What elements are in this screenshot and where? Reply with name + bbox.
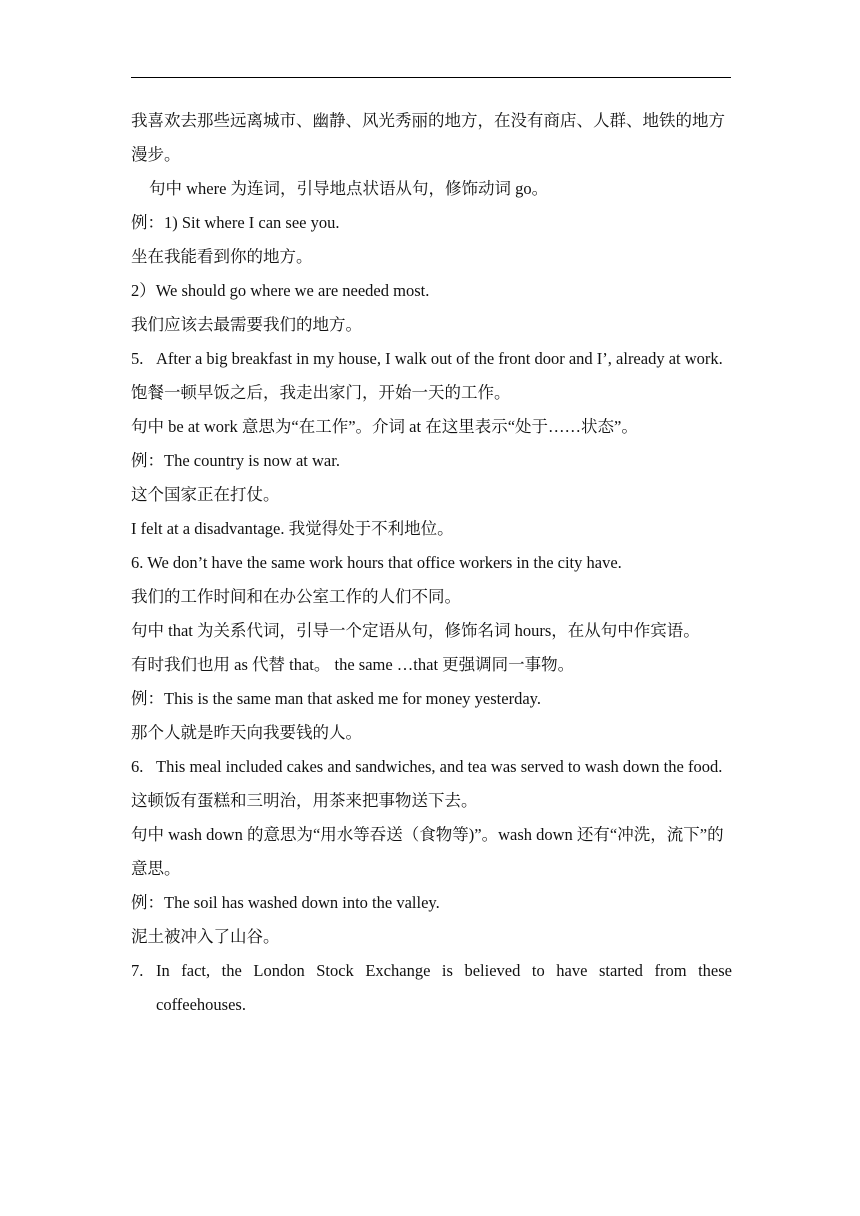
numbered-item-6b bbox=[131, 750, 732, 784]
example-translation: 那个人就是昨天向我要钱的人。 bbox=[131, 723, 362, 742]
numbered-item-7 bbox=[131, 954, 732, 1022]
item-sentence: After a big breakfast in my house, I walk out of the front door and I’, already at work. bbox=[156, 349, 723, 368]
paragraph-translation: 我喜欢去那些远离城市、幽静、风光秀丽的地方，在没有商店、人群、地铁的地方漫步。 bbox=[131, 111, 725, 164]
item-sentence: This meal included cakes and sandwiches, and tea was served to wash down the food. bbox=[156, 757, 723, 776]
example-sentence: 2）We should go where we are needed most. bbox=[131, 281, 430, 300]
numbered-item-6a: 6. We don’t have the same work hours that office workers in the city have. bbox=[131, 553, 622, 572]
paragraph-grammar-note: 句中 that 为关系代词，引导一个定语从句，修饰名词 hours，在从句中作宾语。 bbox=[131, 621, 700, 640]
example-translation: 我们应该去最需要我们的地方。 bbox=[131, 315, 362, 334]
example-sentence: I felt at a disadvantage. 我觉得处于不利地位。 bbox=[131, 519, 454, 538]
numbered-item-5 bbox=[131, 342, 732, 376]
example-translation: 坐在我能看到你的地方。 bbox=[131, 247, 313, 266]
header-rule bbox=[131, 77, 731, 78]
example-translation: 这个国家正在打仗。 bbox=[131, 485, 280, 504]
paragraph-grammar-note: 句中 wash down 的意思为“用水等吞送（食物等)”。wash down 还有“冲洗，流下”的意思。 bbox=[131, 825, 724, 878]
item-sentence: In fact, the London Stock Exchange is believed to have started from these coffeehouses. bbox=[156, 961, 732, 1014]
paragraph-translation: 这顿饭有蛋糕和三明治，用茶来把事物送下去。 bbox=[131, 791, 478, 810]
example-sentence: 例：The country is now at war. bbox=[131, 451, 340, 470]
paragraph-translation: 我们的工作时间和在办公室工作的人们不同。 bbox=[131, 587, 461, 606]
paragraph-translation: 饱餐一顿早饭之后，我走出家门，开始一天的工作。 bbox=[131, 383, 511, 402]
document-body bbox=[131, 104, 732, 1022]
example-sentence: 例：The soil has washed down into the valley. bbox=[131, 893, 440, 912]
paragraph-grammar-note: 句中 be at work 意思为“在工作”。介词 at 在这里表示“处于……状态”。 bbox=[131, 417, 638, 436]
item-number: 5. bbox=[131, 349, 144, 368]
example-sentence: 例：1) Sit where I can see you. bbox=[131, 213, 340, 232]
paragraph-grammar-note: 有时我们也用 as 代替 that。 the same …that 更强调同一事物。 bbox=[131, 655, 575, 674]
item-number: 6. bbox=[131, 757, 144, 776]
example-translation: 泥土被冲入了山谷。 bbox=[131, 927, 280, 946]
paragraph-grammar-note: 句中 where 为连词，引导地点状语从句，修饰动词 go。 bbox=[149, 179, 549, 198]
item-number: 7. bbox=[131, 961, 144, 980]
example-sentence: 例：This is the same man that asked me for money yesterday. bbox=[131, 689, 541, 708]
